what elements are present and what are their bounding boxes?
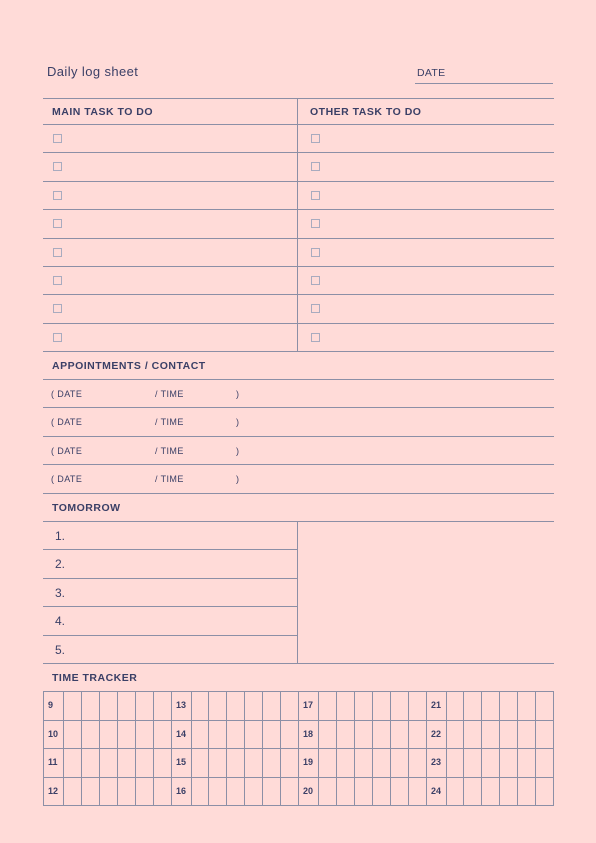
tracker-hour-label: 13: [176, 700, 187, 710]
tracker-cell[interactable]: [373, 692, 389, 719]
tracker-right-rule: [553, 691, 554, 805]
appointments-heading: APPOINTMENTS / CONTACT: [52, 360, 206, 372]
tracker-cell[interactable]: [482, 692, 498, 719]
tracker-cell[interactable]: [536, 692, 552, 719]
task-row-rule: [43, 351, 554, 352]
tracker-group-rule: [171, 691, 172, 805]
tracker-cell[interactable]: [154, 692, 170, 719]
other-task-checkbox[interactable]: [311, 219, 320, 228]
main-task-checkbox[interactable]: [53, 304, 62, 313]
main-task-checkbox[interactable]: [53, 333, 62, 342]
tracker-cell[interactable]: [319, 721, 335, 748]
tracker-cell[interactable]: [82, 721, 98, 748]
tracker-cell[interactable]: [355, 692, 371, 719]
tracker-cell[interactable]: [409, 749, 425, 776]
tracker-cell[interactable]: [482, 721, 498, 748]
tracker-cell[interactable]: [227, 778, 243, 805]
tracker-cell[interactable]: [118, 749, 134, 776]
main-task-checkbox[interactable]: [53, 191, 62, 200]
time-tracker-heading: TIME TRACKER: [52, 672, 138, 684]
tracker-cell[interactable]: [391, 692, 407, 719]
other-task-checkbox[interactable]: [311, 276, 320, 285]
tracker-cell[interactable]: [64, 778, 80, 805]
tracker-cell[interactable]: [64, 749, 80, 776]
tomorrow-row-rule: [43, 549, 297, 550]
tracker-hour-label: 20: [303, 786, 314, 796]
tracker-cell[interactable]: [227, 692, 243, 719]
appointment-close-paren: ): [236, 417, 240, 428]
task-row-rule: [43, 238, 554, 239]
tracker-hour-label: 22: [431, 729, 442, 739]
tracker-cell[interactable]: [192, 749, 208, 776]
tracker-cell[interactable]: [536, 749, 552, 776]
other-task-checkbox[interactable]: [311, 134, 320, 143]
tracker-cell[interactable]: [209, 692, 225, 719]
tracker-hour-label: 19: [303, 757, 314, 767]
tracker-group-rule: [298, 691, 299, 805]
tracker-cell[interactable]: [391, 749, 407, 776]
other-task-checkbox[interactable]: [311, 333, 320, 342]
tracker-cell[interactable]: [100, 749, 116, 776]
tracker-cell[interactable]: [245, 692, 261, 719]
tomorrow-row-rule: [43, 635, 297, 636]
tracker-cell[interactable]: [464, 721, 480, 748]
tracker-cell[interactable]: [536, 778, 552, 805]
tracker-cell[interactable]: [281, 721, 297, 748]
tracker-cell[interactable]: [482, 749, 498, 776]
tracker-cell[interactable]: [136, 721, 152, 748]
tracker-cell[interactable]: [136, 692, 152, 719]
tracker-cell[interactable]: [82, 778, 98, 805]
appointment-time-label: / TIME: [155, 445, 184, 456]
appointment-row[interactable]: [43, 407, 554, 435]
tracker-bottom-rule: [43, 805, 554, 806]
task-row-rule: [43, 152, 554, 153]
tracker-cell[interactable]: [482, 778, 498, 805]
tracker-cell[interactable]: [337, 778, 353, 805]
tracker-hour-label: 11: [48, 757, 58, 767]
tracker-cell[interactable]: [263, 749, 279, 776]
tracker-cell[interactable]: [245, 778, 261, 805]
tracker-cell[interactable]: [154, 749, 170, 776]
tracker-cell[interactable]: [373, 721, 389, 748]
tracker-cell[interactable]: [447, 721, 463, 748]
tracker-cell[interactable]: [263, 692, 279, 719]
other-task-heading: OTHER TASK TO DO: [310, 106, 422, 118]
main-task-heading: MAIN TASK TO DO: [52, 106, 154, 118]
tracker-cell[interactable]: [227, 749, 243, 776]
tracker-cell[interactable]: [192, 721, 208, 748]
tracker-cell[interactable]: [136, 749, 152, 776]
tracker-cell[interactable]: [263, 721, 279, 748]
tomorrow-row-rule: [43, 578, 297, 579]
tracker-cell[interactable]: [500, 721, 516, 748]
tracker-cell[interactable]: [373, 778, 389, 805]
tracker-cell[interactable]: [518, 721, 534, 748]
tomorrow-divider: [297, 521, 298, 663]
tracker-cell[interactable]: [319, 749, 335, 776]
other-task-checkbox[interactable]: [311, 304, 320, 313]
task-row-rule: [43, 323, 554, 324]
tracker-cell[interactable]: [373, 749, 389, 776]
tomorrow-bottom-rule: [43, 663, 554, 664]
tracker-group-rule: [43, 691, 44, 805]
tracker-cell[interactable]: [409, 692, 425, 719]
other-task-checkbox[interactable]: [311, 162, 320, 171]
tracker-cell[interactable]: [409, 778, 425, 805]
tomorrow-item-number: 5.: [55, 642, 66, 657]
tracker-cell[interactable]: [154, 721, 170, 748]
tracker-cell[interactable]: [192, 692, 208, 719]
tracker-cell[interactable]: [118, 721, 134, 748]
appointment-date-label: ( DATE: [51, 389, 83, 399]
tomorrow-rule: [43, 521, 554, 522]
appointment-date-label: ( DATE: [51, 474, 83, 485]
task-row-rule: [43, 209, 554, 210]
appointment-time-label: / TIME: [155, 417, 184, 428]
tracker-hour-label: 10: [48, 729, 59, 739]
tracker-cell[interactable]: [355, 721, 371, 748]
tomorrow-row-rule: [43, 606, 297, 607]
main-task-checkbox[interactable]: [53, 276, 62, 285]
appointment-close-paren: ): [236, 474, 240, 485]
tracker-cell[interactable]: [209, 749, 225, 776]
tomorrow-item-number: 3.: [55, 585, 66, 600]
tracker-cell[interactable]: [209, 721, 225, 748]
tracker-hour-label: 18: [303, 729, 314, 739]
tracker-cell[interactable]: [447, 692, 463, 719]
tracker-cell[interactable]: [118, 778, 134, 805]
appointment-time-label: / TIME: [155, 389, 184, 399]
tracker-hour-label: 17: [303, 700, 314, 710]
tracker-hour-label: 24: [431, 786, 442, 796]
tracker-cell[interactable]: [518, 749, 534, 776]
main-task-checkbox[interactable]: [53, 134, 62, 143]
tracker-cell[interactable]: [409, 721, 425, 748]
appointment-row[interactable]: [43, 436, 554, 464]
tracker-cell[interactable]: [391, 778, 407, 805]
tracker-cell[interactable]: [355, 749, 371, 776]
main-task-checkbox[interactable]: [53, 248, 62, 257]
tracker-cell[interactable]: [281, 749, 297, 776]
appointment-date-label: ( DATE: [51, 417, 83, 428]
appointment-time-label: / TIME: [155, 474, 184, 485]
tracker-cell[interactable]: [464, 749, 480, 776]
tracker-cell[interactable]: [209, 778, 225, 805]
tracker-group-rule: [426, 691, 427, 805]
task-header-rule: [43, 124, 554, 125]
tomorrow-item-number: 2.: [55, 557, 66, 572]
task-row-rule: [43, 266, 554, 267]
tracker-hour-label: 15: [176, 757, 187, 767]
tracker-cell[interactable]: [464, 692, 480, 719]
tracker-hour-label: 12: [48, 786, 59, 796]
tracker-cell[interactable]: [447, 749, 463, 776]
tracker-cell[interactable]: [154, 778, 170, 805]
tracker-hour-label: 21: [431, 700, 442, 710]
tracker-cell[interactable]: [536, 721, 552, 748]
tracker-cell[interactable]: [464, 778, 480, 805]
page-title: Daily log sheet: [47, 64, 139, 79]
tomorrow-heading: TOMORROW: [52, 502, 121, 514]
tracker-cell[interactable]: [500, 692, 516, 719]
tracker-cell[interactable]: [337, 692, 353, 719]
main-task-checkbox[interactable]: [53, 219, 62, 228]
tracker-cell[interactable]: [447, 778, 463, 805]
appointment-close-paren: ): [236, 389, 240, 399]
tracker-cell[interactable]: [118, 692, 134, 719]
tracker-cell[interactable]: [518, 778, 534, 805]
tracker-cell[interactable]: [245, 749, 261, 776]
tracker-cell[interactable]: [263, 778, 279, 805]
tracker-cell[interactable]: [64, 721, 80, 748]
task-row-rule: [43, 294, 554, 295]
tracker-cell[interactable]: [227, 721, 243, 748]
tracker-cell[interactable]: [100, 692, 116, 719]
tracker-cell[interactable]: [500, 749, 516, 776]
appointment-row-rule: [43, 493, 554, 494]
tracker-cell[interactable]: [82, 749, 98, 776]
tracker-cell[interactable]: [82, 692, 98, 719]
tracker-cell[interactable]: [391, 721, 407, 748]
appointment-row[interactable]: [43, 379, 554, 407]
tracker-cell[interactable]: [518, 692, 534, 719]
date-label: DATE: [417, 67, 446, 79]
tracker-cell[interactable]: [100, 778, 116, 805]
tracker-cell[interactable]: [136, 778, 152, 805]
tracker-cell[interactable]: [319, 692, 335, 719]
tracker-cell[interactable]: [281, 778, 297, 805]
tracker-cell[interactable]: [355, 778, 371, 805]
tracker-cell[interactable]: [100, 721, 116, 748]
tracker-cell[interactable]: [337, 749, 353, 776]
appointment-date-label: ( DATE: [51, 445, 83, 456]
tomorrow-item-number: 4.: [55, 614, 66, 629]
tracker-hour-label: 14: [176, 729, 187, 739]
tracker-cell[interactable]: [337, 721, 353, 748]
task-row-rule: [43, 181, 554, 182]
tracker-cell[interactable]: [500, 778, 516, 805]
tracker-cell[interactable]: [281, 692, 297, 719]
tracker-cell[interactable]: [192, 778, 208, 805]
other-task-checkbox[interactable]: [311, 191, 320, 200]
main-task-checkbox[interactable]: [53, 162, 62, 171]
tracker-cell[interactable]: [245, 721, 261, 748]
tomorrow-item-number: 1.: [55, 529, 66, 543]
appointment-row[interactable]: [43, 464, 554, 492]
tasks-divider: [297, 98, 298, 351]
tracker-cell[interactable]: [64, 692, 80, 719]
tasks-top-rule: [43, 98, 554, 99]
other-task-checkbox[interactable]: [311, 248, 320, 257]
tracker-hour-label: 23: [431, 757, 442, 767]
tracker-cell[interactable]: [319, 778, 335, 805]
date-line[interactable]: [415, 83, 553, 84]
appointment-close-paren: ): [236, 445, 240, 456]
tracker-hour-label: 9: [48, 700, 54, 710]
tracker-hour-label: 16: [176, 786, 187, 796]
